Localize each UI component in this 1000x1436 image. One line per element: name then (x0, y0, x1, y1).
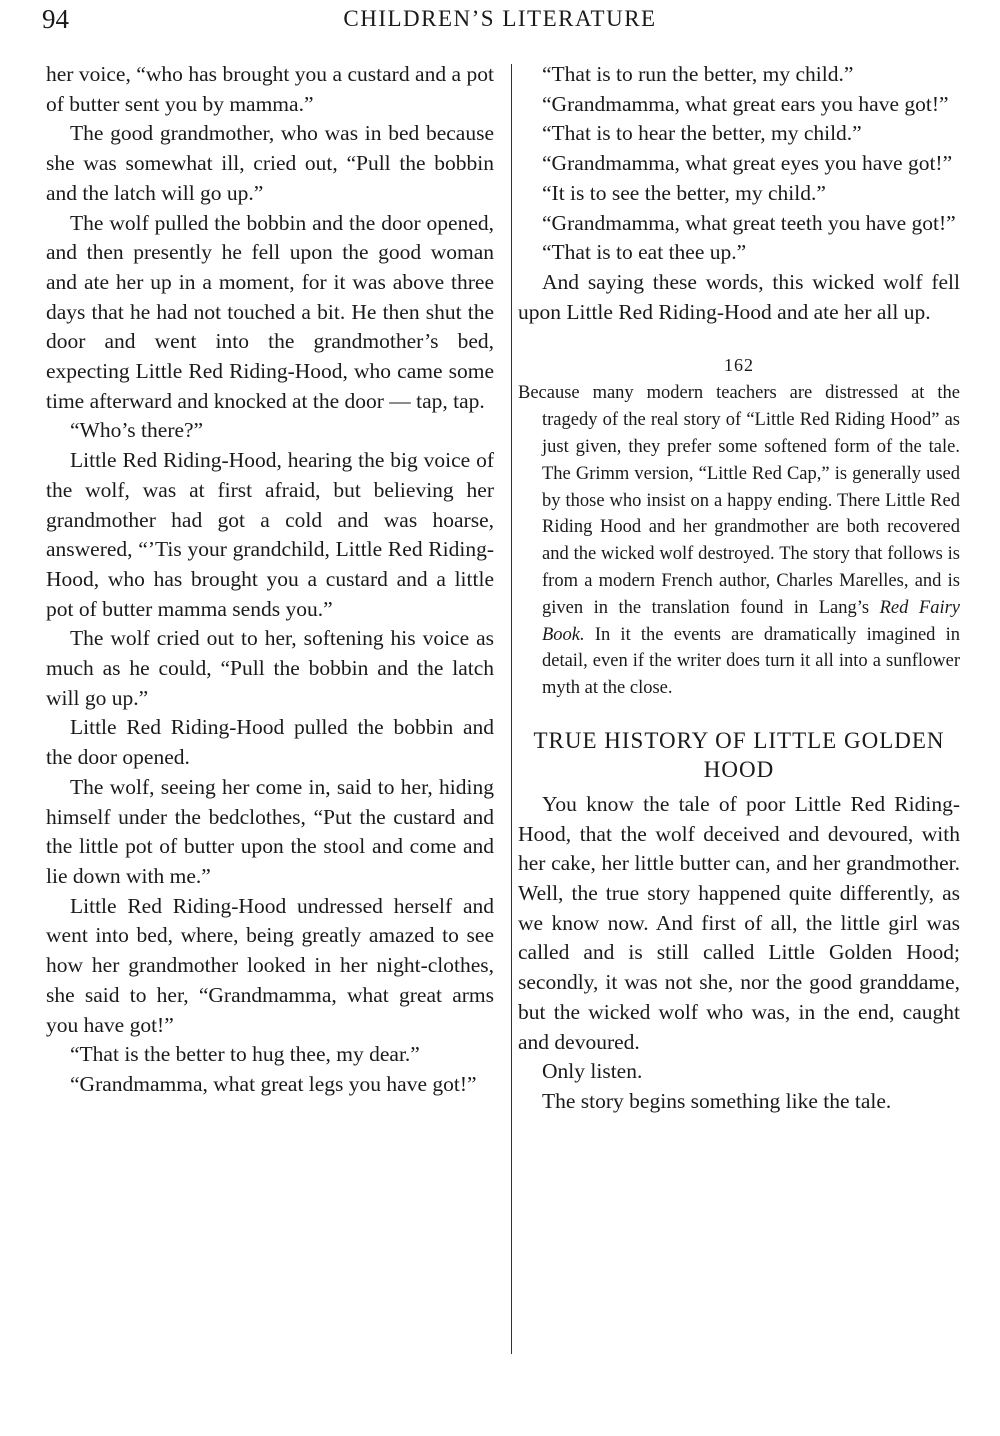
paragraph: Little Red Riding-Hood, hearing the big voice of the wolf, was at first afraid, but believing her grandmother had got a cold and was hoarse, answered, “’Tis your grandchild, Little Red Riding-Hood, who has brought you a custard and a little pot of butter mamma sends you.” (46, 448, 494, 621)
book-title: Red Fairy Book. (542, 597, 960, 645)
paragraph: “Grandmamma, what great teeth you have got!” (542, 210, 956, 235)
paragraph: You know the tale of poor Little Red Riding-Hood, that the wolf deceived and devoured, with her cake, her little butter can, and her grandmother. Well, the true story happened quite differently, as we know now. And first of all, the little girl was called and is still called Little Golden Hood; secondly, it was not she, nor the good granddame, but the wicked wolf who was, in the end, caught and devoured. (518, 791, 960, 1054)
note-text: Because many modern teachers are distressed at the tragedy of the real story of “Little Red Riding Hood” as just given, they prefer some softened form of the tale. The Grimm version, “Little Red Cap,” is generally used by those who insist on a happy ending. There Little Red Riding Hood and her grandmother are both recovered and the wicked wolf destroyed. The story that follows is from a modern French author, Charles Marelles, and is given in the translation found in Lang’s (518, 383, 960, 618)
column-divider (511, 64, 512, 1354)
paragraph: The wolf pulled the bobbin and the door opened, and then presently he fell upon the good woman and ate her up in a moment, for it was above three days that he had not touched a bit. He then shut the door and went into the grandmother’s bed, expecting Little Red Riding-Hood, who came some time afterward and knocked at the door — tap, tap. (46, 210, 494, 413)
paragraph: “Grandmamma, what great ears you have got!” (542, 91, 949, 116)
paragraph: Little Red Riding-Hood pulled the bobbin and the door opened. (46, 715, 494, 770)
paragraph: Only listen. (542, 1059, 643, 1084)
paragraph: The wolf cried out to her, softening his voice as much as he could, “Pull the bobbin and the latch will go up.” (46, 626, 494, 710)
right-column (518, 60, 960, 1117)
editorial-note (518, 380, 960, 702)
paragraph: her voice, “who has brought you a custard and a pot of butter sent you by mamma.” (46, 62, 494, 116)
paragraph: “That is to run the better, my child.” (542, 62, 854, 86)
paragraph: “Grandmamma, what great legs you have got!” (70, 1071, 477, 1096)
page-number: 94 (42, 4, 69, 34)
paragraph: “Who’s there?” (70, 418, 204, 443)
paragraph: The good grandmother, who was in bed because she was somewhat ill, cried out, “Pull the bobbin and the latch will go up.” (46, 121, 494, 205)
paragraph: “It is to see the better, my child.” (542, 180, 826, 205)
paragraph: “That is to eat thee up.” (542, 240, 747, 265)
paragraph: The wolf, seeing her come in, said to her, hiding himself under the bedclothes, “Put the custard and the little pot of butter upon the stool and come and lie down with me.” (46, 774, 494, 888)
note-text: In it the events are dramatically imagined in detail, even if the writer does turn it all into a sunflower myth at the close. (542, 624, 960, 699)
section-title: TRUE HISTORY OF LITTLE GOLDEN HOOD (533, 727, 945, 782)
paragraph: The story begins something like the tale. (542, 1088, 892, 1113)
paragraph: Little Red Riding-Hood undressed herself and went into bed, where, being greatly amazed to see how her grandmother looked in her night-clothes, she said to her, “Grandmamma, what great arms you have got!” (46, 893, 494, 1037)
paragraph: And saying these words, this wicked wolf fell upon Little Red Riding-Hood and ate her all up. (518, 269, 960, 324)
note-number: 162 (724, 355, 754, 376)
left-column (46, 60, 494, 1100)
paragraph: “That is the better to hug thee, my dear.” (70, 1042, 420, 1067)
paragraph: “That is to hear the better, my child.” (542, 121, 862, 146)
paragraph: “Grandmamma, what great eyes you have got!” (542, 151, 953, 176)
running-head: CHILDREN’S LITERATURE (343, 6, 657, 31)
